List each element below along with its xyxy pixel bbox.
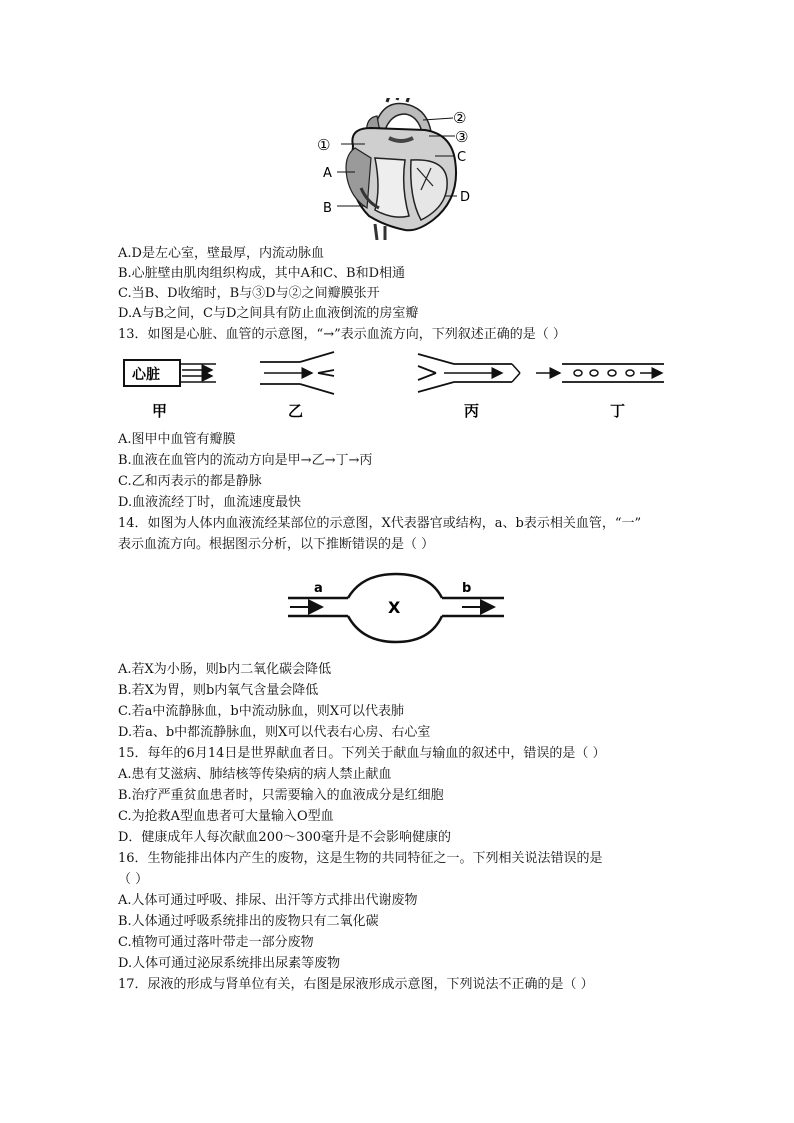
organ-label-x: X xyxy=(388,598,401,617)
q15-stem: 15．每年的6月14日是世界献血者日。下列关于献血与输血的叙述中，错误的是（ ） xyxy=(118,746,606,761)
q14-stem-line2: 表示血流方向。根据图示分析，以下推断错误的是（ ） xyxy=(118,537,435,552)
caption-bing: 丙 xyxy=(464,402,480,420)
q14-option-a: A.若X为小肠，则b内二氧化碳会降低 xyxy=(118,662,332,677)
q16-option-c: C.植物可通过落叶带走一部分废物 xyxy=(118,935,314,950)
vessel-diagram xyxy=(118,350,678,425)
q15-option-d: D．健康成年人每次献血200～300毫升是不会影响健康的 xyxy=(118,830,452,845)
q13-option-c: C.乙和丙表示的都是静脉 xyxy=(118,474,262,489)
q12-option-c: C.当B、D收缩时，B与③D与②之间瓣膜张开 xyxy=(118,286,380,301)
vessel-label-b: b xyxy=(462,581,472,596)
heart-label-c: C xyxy=(457,150,467,165)
q15-option-b: B.治疗严重贫血患者时，只需要输入的血液成分是红细胞 xyxy=(118,788,444,803)
heart-label-1: ① xyxy=(317,136,331,154)
q15-option-c: C.为抢救A型血患者可大量输入O型血 xyxy=(118,809,334,824)
figure-jia xyxy=(124,360,216,386)
q16-option-b: B.人体通过呼吸系统排出的废物只有二氧化碳 xyxy=(118,914,379,929)
q16-option-d: D.人体可通过泌尿系统排出尿素等废物 xyxy=(118,956,341,971)
figure-yi xyxy=(260,352,334,394)
q16-option-a: A.人体可通过呼吸、排尿、出汗等方式排出代谢废物 xyxy=(118,893,418,908)
vessel-label-a: a xyxy=(314,581,323,596)
q12-option-a: A.D是左心室，壁最厚，内流动脉血 xyxy=(118,246,324,261)
q14-option-d: D.若a、b中都流静脉血，则X可以代表右心房、右心室 xyxy=(118,725,431,740)
heart-label-2: ② xyxy=(453,109,467,127)
q12-option-d: D.A与B之间，C与D之间具有防止血液倒流的房室瓣 xyxy=(118,306,419,321)
q17-stem: 17．尿液的形成与肾单位有关，右图是尿液形成示意图，下列说法不正确的是（ ） xyxy=(118,977,594,992)
caption-yi: 乙 xyxy=(288,402,304,420)
blood-flow-diagram xyxy=(286,568,508,648)
q16-stem-line1: 16．生物能排出体内产生的废物，这是生物的共同特征之一。下列相关说法错误的是 xyxy=(118,851,603,866)
heart-label-3: ③ xyxy=(455,128,469,146)
q12-option-b: B.心脏壁由肌肉组织构成，其中A和C、B和D相通 xyxy=(118,266,405,281)
caption-ding: 丁 xyxy=(610,402,626,420)
heart-label-d: D xyxy=(460,190,471,205)
q13-option-d: D.血液流经丁时，血流速度最快 xyxy=(118,495,302,510)
heart-box-label: 心脏 xyxy=(132,367,160,383)
q14-stem-line1: 14．如图为人体内血液流经某部位的示意图，X代表器官或结构，a、b表示相关血管，“一” xyxy=(118,516,642,531)
figure-ding xyxy=(536,364,664,382)
heart-diagram xyxy=(305,98,495,240)
heart-label-a: A xyxy=(323,166,332,181)
q13-stem: 13．如图是心脏、血管的示意图，“→”表示血流方向，下列叙述正确的是（ ） xyxy=(118,327,566,342)
q14-option-c: C.若a中流静脉血，b中流动脉血，则X可以代表肺 xyxy=(118,704,404,719)
q13-option-b: B.血液在血管内的流动方向是甲→乙→丁→丙 xyxy=(118,453,373,468)
figure-bing xyxy=(418,354,520,392)
heart-label-b: B xyxy=(323,201,332,216)
q14-option-b: B.若X为胃，则b内氧气含量会降低 xyxy=(118,683,319,698)
q13-option-a: A.图甲中血管有瓣膜 xyxy=(118,432,236,447)
q15-option-a: A.患有艾滋病、肺结核等传染病的病人禁止献血 xyxy=(118,767,392,782)
q16-stem-line2: （ ） xyxy=(118,872,149,887)
caption-jia: 甲 xyxy=(152,402,168,420)
